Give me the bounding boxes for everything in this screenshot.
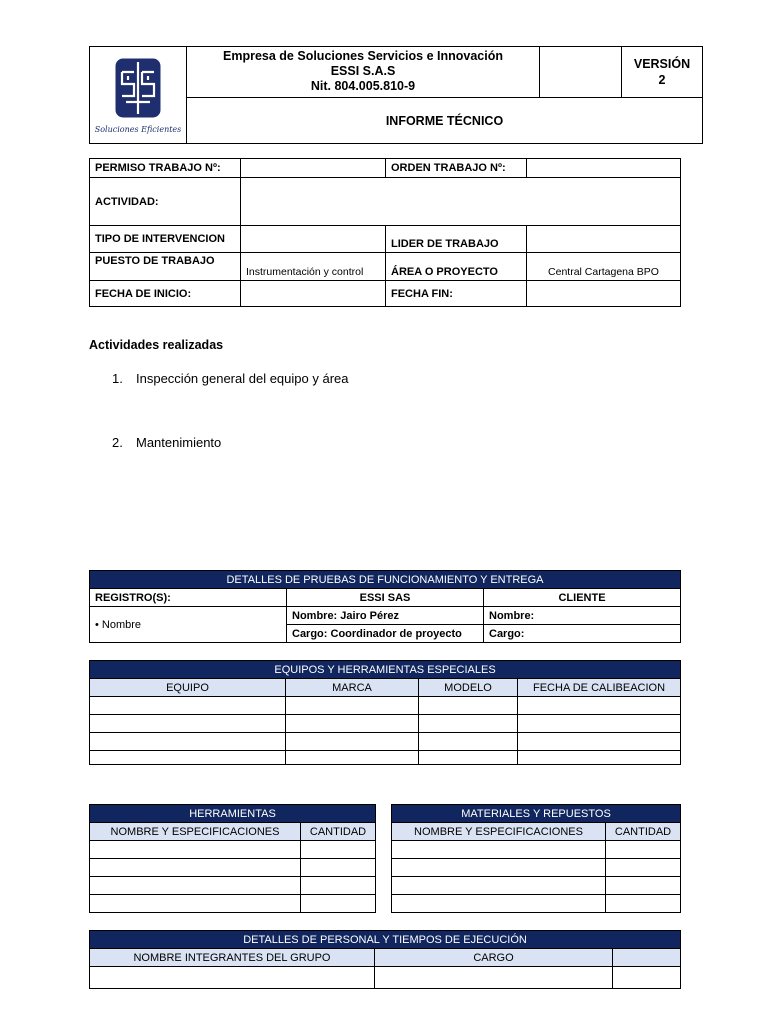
equipos-col-marca: MARCA [286, 679, 419, 697]
company-name: Empresa de Soluciones Servicios e Innovación [223, 49, 503, 63]
table-cell[interactable] [518, 751, 681, 765]
activity-item-text: Inspección general del equipo y área [136, 371, 349, 386]
personal-title: DETALLES DE PERSONAL Y TIEMPOS DE EJECUCIÓN [90, 931, 681, 949]
materiales-table [391, 804, 681, 913]
materiales-col-cantidad: CANTIDAD [606, 823, 681, 841]
personal-table [89, 930, 681, 989]
table-cell[interactable] [606, 859, 681, 877]
table-cell[interactable] [606, 841, 681, 859]
version-label: VERSIÓN [633, 57, 691, 71]
inicio-label: FECHA DE INICIO: [90, 281, 241, 307]
table-row [90, 859, 376, 877]
actividad-value[interactable] [241, 178, 681, 226]
table-cell[interactable] [419, 697, 518, 715]
activity-item-number: 1. [112, 371, 123, 386]
activity-item-2 [112, 435, 221, 450]
table-row [90, 733, 681, 751]
table-cell[interactable] [301, 859, 376, 877]
document-header [89, 46, 703, 144]
activity-item-1 [112, 371, 348, 386]
equipos-col-modelo: MODELO [419, 679, 518, 697]
registro-item: • Nombre [90, 607, 287, 643]
materiales-title: MATERIALES Y REPUESTOS [392, 805, 681, 823]
table-cell[interactable] [375, 967, 613, 989]
cliente-nombre: Nombre: [484, 607, 681, 625]
table-cell[interactable] [90, 697, 286, 715]
table-cell[interactable] [392, 841, 606, 859]
table-cell[interactable] [518, 697, 681, 715]
table-cell[interactable] [613, 967, 681, 989]
table-cell[interactable] [90, 859, 301, 877]
essi-nombre: Nombre: Jairo Pérez [287, 607, 484, 625]
orden-value[interactable] [527, 159, 681, 178]
table-cell[interactable] [90, 967, 375, 989]
table-cell[interactable] [286, 751, 419, 765]
table-cell[interactable] [518, 715, 681, 733]
company-slogan: Soluciones Eficientes [94, 125, 182, 134]
company-name-cell [187, 47, 540, 98]
report-title: INFORME TÉCNICO [187, 98, 703, 144]
table-cell[interactable] [90, 733, 286, 751]
essi-header: ESSI SAS [287, 589, 484, 607]
personal-col-nombre: NOMBRE INTEGRANTES DEL GRUPO [90, 949, 375, 967]
company-logo-icon [108, 56, 168, 120]
table-cell[interactable] [90, 841, 301, 859]
equipos-col-fecha: FECHA DE CALIBEACION [518, 679, 681, 697]
table-row [90, 967, 681, 989]
table-row [90, 895, 376, 913]
herramientas-title: HERRAMIENTAS [90, 805, 376, 823]
table-row [392, 895, 681, 913]
registro-label: REGISTRO(S): [90, 589, 287, 607]
table-row [90, 697, 681, 715]
table-cell[interactable] [301, 895, 376, 913]
inicio-value[interactable] [241, 281, 386, 307]
activities-title: Actividades realizadas [89, 338, 224, 352]
table-cell[interactable] [419, 715, 518, 733]
table-cell[interactable] [286, 715, 419, 733]
table-cell[interactable] [90, 715, 286, 733]
table-cell[interactable] [606, 895, 681, 913]
lider-label: LIDER DE TRABAJO [386, 226, 527, 253]
personal-col-cargo: CARGO [375, 949, 613, 967]
table-row [392, 877, 681, 895]
table-cell[interactable] [419, 751, 518, 765]
equipos-title: EQUIPOS Y HERRAMIENTAS ESPECIALES [90, 661, 681, 679]
activity-item-text: Mantenimiento [136, 435, 222, 450]
table-cell[interactable] [392, 895, 606, 913]
table-cell[interactable] [90, 877, 301, 895]
table-cell[interactable] [301, 841, 376, 859]
cliente-header: CLIENTE [484, 589, 681, 607]
equipos-table [89, 660, 681, 765]
permiso-label: PERMISO TRABAJO Nº: [90, 159, 241, 178]
company-short-name: ESSI S.A.S [330, 64, 396, 78]
version-cell [622, 47, 703, 98]
fin-value[interactable] [527, 281, 681, 307]
herramientas-col-nombre: NOMBRE Y ESPECIFICACIONES [90, 823, 301, 841]
orden-label: ORDEN TRABAJO Nº: [386, 159, 527, 178]
table-cell[interactable] [419, 733, 518, 751]
table-row [392, 841, 681, 859]
materiales-col-nombre: NOMBRE Y ESPECIFICACIONES [392, 823, 606, 841]
table-row [90, 841, 376, 859]
lider-value[interactable] [527, 226, 681, 253]
pruebas-title: DETALLES DE PRUEBAS DE FUNCIONAMIENTO Y ENTREGA [90, 571, 681, 589]
actividad-label: ACTIVIDAD: [90, 178, 241, 226]
table-cell[interactable] [392, 859, 606, 877]
table-cell[interactable] [90, 751, 286, 765]
puesto-value: Instrumentación y control [241, 253, 386, 281]
table-cell[interactable] [606, 877, 681, 895]
permiso-value[interactable] [241, 159, 386, 178]
table-cell[interactable] [286, 733, 419, 751]
activity-item-number: 2. [112, 435, 123, 450]
personal-col-extra [613, 949, 681, 967]
area-label: ÁREA O PROYECTO [386, 253, 527, 281]
table-row [90, 877, 376, 895]
equipos-col-equipo: EQUIPO [90, 679, 286, 697]
header-blank-cell [540, 47, 622, 98]
essi-cargo: Cargo: Coordinador de proyecto [287, 625, 484, 643]
tipo-label: TIPO DE INTERVENCION [90, 226, 241, 253]
cliente-cargo: Cargo: [484, 625, 681, 643]
table-cell[interactable] [90, 895, 301, 913]
tipo-value[interactable] [241, 226, 386, 253]
table-cell[interactable] [301, 877, 376, 895]
table-cell[interactable] [392, 877, 606, 895]
company-logo-cell [90, 47, 187, 144]
table-cell[interactable] [518, 733, 681, 751]
table-row [90, 751, 681, 765]
table-row [392, 859, 681, 877]
table-row [90, 715, 681, 733]
version-value: 2 [658, 73, 666, 87]
pruebas-table [89, 570, 681, 643]
puesto-label: PUESTO DE TRABAJO [90, 253, 241, 281]
fin-label: FECHA FIN: [386, 281, 527, 307]
work-info-table [89, 158, 681, 307]
company-nit: Nit. 804.005.810-9 [310, 79, 416, 93]
table-cell[interactable] [286, 697, 419, 715]
area-value: Central Cartagena BPO [527, 253, 681, 281]
herramientas-table [89, 804, 376, 913]
herramientas-col-cantidad: CANTIDAD [301, 823, 376, 841]
